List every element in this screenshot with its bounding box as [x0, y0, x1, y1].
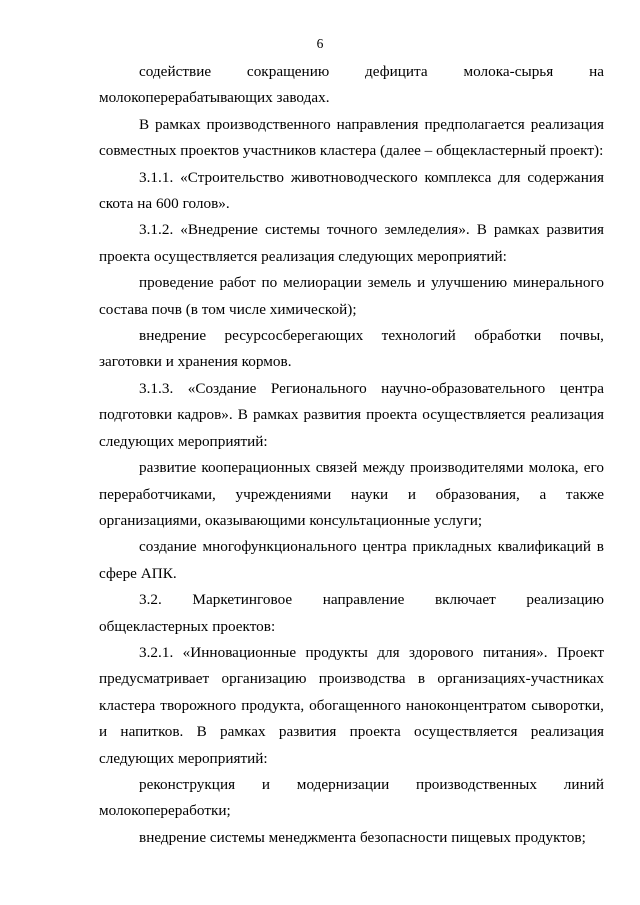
paragraph-food-safety: внедрение системы менеджмента безопасности пищевых продуктов;	[139, 828, 586, 846]
paragraph-3-2: 3.2. Маркетинговое направление включает реализацию общекластерных проектов:	[99, 591, 604, 635]
paragraph-3-1-1: 3.1.1. «Строительство животноводческого комплекса для содержания скота на 600 голов».	[99, 168, 604, 213]
page-number: 6	[316, 36, 324, 51]
paragraph-production-direction: В рамках производственного направления предполагается реализация совместных проектов участников кластера (далее – общекластерный проект):	[99, 115, 604, 160]
document-body	[99, 59, 604, 851]
paragraph-3-2-1: 3.2.1. «Инновационные продукты для здорового питания». Проект предусматривает организацию производства в организациях-участниках кластера творожного продукта, обогащенного наноконцентратом сыворотки, и напитков. В рамках развития проекта осуществляется реализация следующих мероприятий:	[99, 643, 604, 767]
paragraph-qualification-center: создание многофункционального центра прикладных квалификаций в сфере АПК.	[99, 538, 604, 582]
paragraph-3-1-2: 3.1.2. «Внедрение системы точного земледелия». В рамках развития проекта осуществляется реализация следующих мероприятий:	[99, 221, 604, 265]
paragraph-reconstruction: реконструкция и модернизации производственных линий молокопереработки;	[99, 775, 604, 820]
paragraph-cooperation: развитие кооперационных связей между производителями молока, его переработчиками, учреждениями науки и образования, а также организациями, оказывающими консультационные услуги;	[99, 459, 604, 529]
paragraph-resource-saving: внедрение ресурсосберегающих технологий обработки почвы, заготовки и хранения кормов.	[99, 327, 604, 371]
paragraph-3-1-3: 3.1.3. «Создание Регионального научно-образовательного центра подготовки кадров». В рамках развития проекта осуществляется реализация следующих мероприятий:	[99, 379, 604, 450]
paragraph-land-melioration: проведение работ по мелиорации земель и улучшению минерального состава почв (в том числе химической);	[99, 274, 604, 318]
paragraph-milk-deficit: содействие сокращению дефицита молока-сырья на молокоперерабатывающих заводах.	[99, 63, 604, 107]
